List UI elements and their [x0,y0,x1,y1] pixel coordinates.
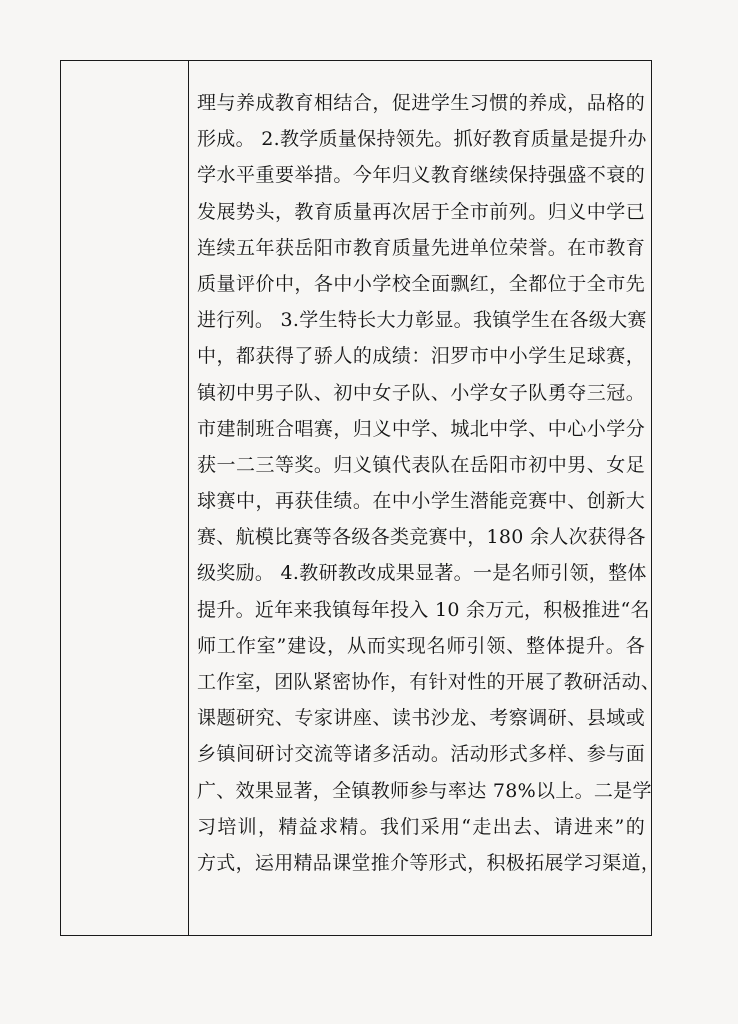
text-line-4: 发展势头，教育质量再次居于全市前列。归义中学已 [197,200,645,223]
text-line-7: 进行列。 3.学生特长大力彰显。我镇学生在各级大赛 [197,309,647,332]
table-frame [60,60,661,936]
text-line-13: 赛、航模比赛等各级各类竞赛中，180 余人次获得各 [197,526,646,549]
text-line-18: 课题研究、专家讲座、读书沙龙、考察调研、县域或 [197,707,645,730]
text-line-9: 镇初中男子队、初中女子队、小学女子队勇夺三冠。 [197,381,645,404]
text-line-15: 提升。近年来我镇每年投入 10 余万元，积极推进“名 [197,598,650,621]
text-line-12: 球赛中，再获佳绩。在中小学生潜能竞赛中、创新大 [197,490,645,513]
text-line-8: 中，都获得了骄人的成绩：汨罗市中小学生足球赛， [197,345,645,368]
text-line-22: 方式，运用精品课堂推介等形式，积极拓展学习渠道， [197,851,661,874]
text-line-10: 市建制班合唱赛，归义中学、城北中学、中心小学分 [197,417,645,440]
text-line-3: 学水平重要举措。今年归义教育继续保持强盛不衰的 [197,164,645,187]
table-left-column [61,61,189,935]
text-line-11: 获一二三等奖。归义镇代表队在岳阳市初中男、女足 [197,453,645,476]
text-line-20: 广、效果显著，全镇教师参与率达 78%以上。二是学 [197,779,652,802]
text-line-21: 习培训，精益求精。我们采用“走出去、请进来”的 [197,815,645,838]
table-content-cell [197,85,661,881]
text-line-6: 质量评价中，各中小学校全面飘红，全都位于全市先 [197,272,645,295]
text-line-14: 级奖励。 4.教研教改成果显著。一是名师引领，整体 [197,562,647,585]
text-line-2: 形成。 2.教学质量保持领先。抓好教育质量是提升办 [197,128,647,151]
text-line-1: 理与养成教育相结合，促进学生习惯的养成，品格的 [197,92,645,114]
text-line-5: 连续五年获岳阳市教育质量先进单位荣誉。在市教育 [197,236,645,259]
text-line-16: 师工作室”建设，从而实现名师引领、整体提升。各 [197,634,645,657]
text-line-19: 乡镇间研讨交流等诸多活动。活动形式多样、参与面 [197,743,645,766]
text-line-17: 工作室，团队紧密协作，有针对性的开展了教研活动、 [197,671,661,693]
